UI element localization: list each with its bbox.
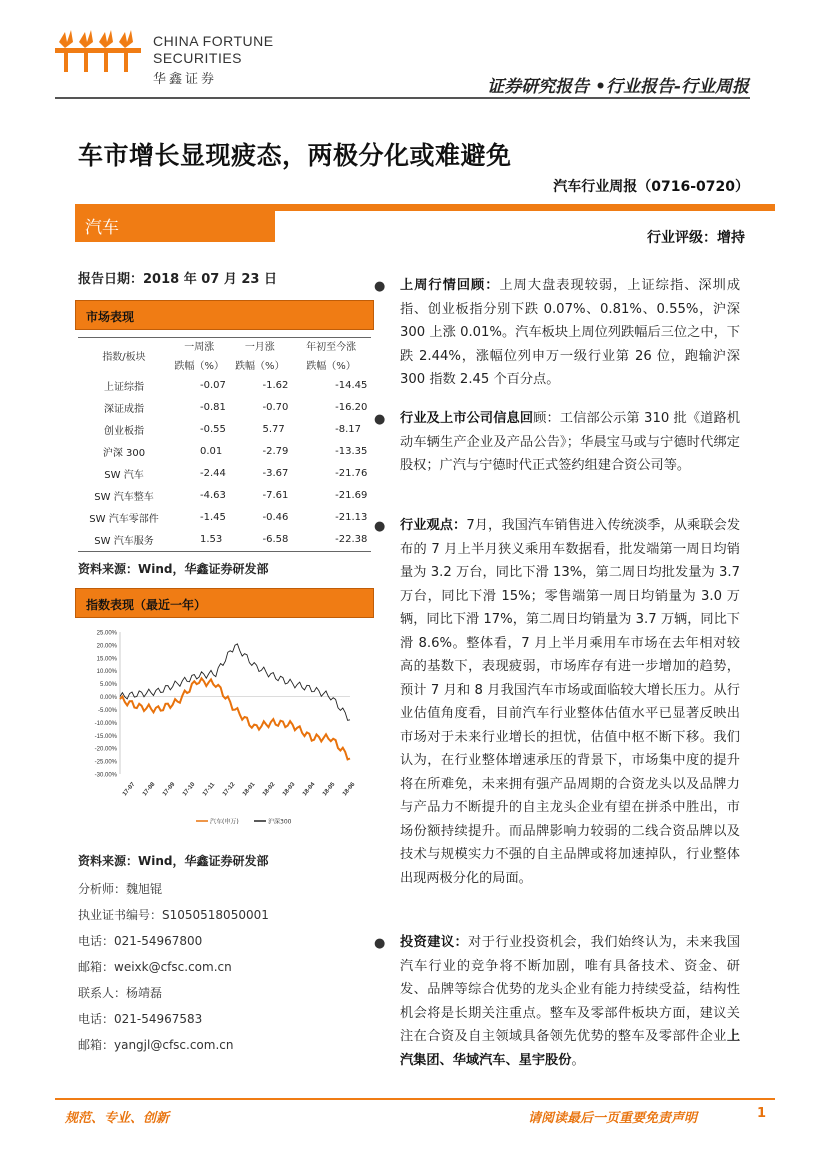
table-row [78, 484, 371, 506]
recommended-stocks: 上汽集团、华域汽车、星宇股份 [400, 1029, 740, 1068]
month-value: -7.61 [262, 489, 289, 501]
x-tick-label: 17-08 [141, 781, 157, 798]
table-row [78, 462, 371, 484]
ytd-value: -21.69 [335, 489, 368, 501]
y-tick-label: 20.00% [96, 643, 117, 650]
row-label: 上证综指 [104, 381, 144, 393]
series-line-auto [120, 678, 350, 759]
market-table [78, 336, 371, 550]
month-value: 5.77 [262, 423, 285, 435]
paragraph-text: 对于行业投资机会，我们始终认为，未来我国汽车行业的竞争将不断加剧，唯有具备技术、资金、研发、品牌等综合优势的龙头企业有能力持续受益，结构性机会将是长期关注重点。整车及零部件板块方面，建议关注在合资及自主领域具备领先优势的整车及零部件企业 [400, 935, 741, 1044]
report-type: 证券研究报告 •行业报告-行业周报 [487, 77, 749, 97]
table-row [78, 528, 371, 550]
footer-divider [55, 1098, 775, 1100]
footer-slogan: 规范、专业、创新 [65, 1111, 170, 1126]
header-divider [55, 97, 750, 99]
brand-name-en-line1: CHINA FORTUNE [153, 33, 274, 49]
paragraph-investment-advice [400, 931, 740, 1072]
month-value: -0.70 [262, 401, 289, 413]
col-header-ytd: 年初至今涨 [306, 342, 357, 353]
y-tick-label: 25.00% [96, 630, 117, 637]
table-row [78, 440, 371, 462]
month-value: -0.46 [262, 511, 289, 523]
col-header-week: 一周涨 [184, 342, 215, 353]
paragraph-text: 上周大盘表现较弱，上证综指、深圳成指、创业板指分别下跌 0.07%、0.81%、0.55%，沪深 300 上涨 0.01%。汽车板块上周位列跌幅后三位之中，下跌 2.44%，涨幅位列申万一级行业第 26 位，跑输沪深 300 指数 2.45 个百分点。 [400, 278, 741, 387]
weekly-label: 汽车行业周报（0716-0720） [553, 179, 749, 195]
month-value: -1.62 [262, 379, 289, 391]
paragraph-key: 上周行情回顾： [400, 278, 500, 293]
week-value: 0.01 [200, 445, 223, 457]
row-label: SW 汽车零部件 [89, 513, 159, 525]
contact-phone: 电话：021-54967583 [78, 1012, 203, 1026]
legend-label: 沪深300 [268, 818, 292, 826]
report-title: 车市增长显现疲态，两极分化或难避免 [78, 141, 512, 170]
analyst-phone: 电话：021-54967800 [78, 934, 203, 948]
y-tick-label: -5.00% [97, 707, 117, 714]
index-performance-chart [78, 622, 374, 832]
industry-rating: 行业评级：增持 [647, 230, 745, 246]
index-section-title: 指数表现（最近一年） [86, 598, 207, 612]
y-tick-label: 0.00% [99, 695, 117, 702]
col-header-month: 一月涨 [244, 342, 275, 353]
x-tick-label: 18-06 [341, 781, 357, 798]
row-label: 沪深 300 [102, 447, 146, 459]
ytd-value: -22.38 [335, 533, 368, 545]
y-tick-label: -10.00% [94, 720, 117, 727]
paragraph-key: 行业观点： [400, 518, 467, 533]
y-tick-label: 10.00% [96, 669, 117, 676]
week-value: -0.81 [200, 401, 226, 413]
chart-source: 资料来源：Wind，华鑫证券研发部 [78, 854, 269, 868]
x-tick-label: 17-09 [161, 781, 177, 798]
x-tick-label: 17-11 [201, 781, 217, 798]
table-row [78, 506, 371, 528]
analyst-name: 分析师：魏旭锟 [78, 882, 163, 896]
bullet-icon: ● [374, 936, 386, 951]
ytd-value: -13.35 [335, 445, 368, 457]
report-date: 报告日期：2018 年 07 月 23 日 [78, 272, 277, 287]
week-value: -0.55 [200, 423, 226, 435]
y-tick-label: -30.00% [94, 772, 117, 779]
paragraph-industry-view [400, 514, 740, 890]
row-label: 深证成指 [104, 403, 144, 415]
table-row [78, 374, 371, 396]
table-source: 资料来源：Wind，华鑫证券研发部 [78, 562, 269, 576]
col-subheader-ytd: 跌幅（%） [306, 361, 356, 372]
paragraph-key: 行业及上市公司信息回 [400, 411, 534, 426]
row-label: SW 汽车整车 [94, 491, 154, 503]
paragraph-text: 顾：工信部公示第 310 批《道路机动车辆生产企业及产品公告》；华晨宝马或与宁德时代绑定股权；广汽与宁德时代正式签约组建合资公司等。 [400, 411, 741, 473]
contact-email[interactable]: 邮箱：yangjl@cfsc.com.cn [78, 1038, 234, 1052]
analyst-email[interactable]: 邮箱：weixk@cfsc.com.cn [78, 960, 232, 974]
y-tick-label: -25.00% [94, 759, 117, 766]
paragraph-end: 。 [571, 1052, 585, 1068]
sector-name: 汽车 [85, 218, 119, 238]
index-section-header [75, 588, 374, 618]
ytd-value: -14.45 [335, 379, 368, 391]
paragraph-key: 投资建议： [400, 935, 469, 950]
month-value: -6.58 [262, 533, 289, 545]
y-tick-label: -15.00% [94, 733, 117, 740]
col-header-index: 指数/板块 [102, 351, 146, 363]
analyst-license: 执业证书编号：S1050518050001 [78, 908, 269, 922]
week-value: 1.53 [200, 533, 223, 545]
row-label: SW 汽车服务 [94, 535, 154, 547]
month-value: -2.79 [262, 445, 289, 457]
col-subheader-week: 跌幅（%） [174, 361, 224, 372]
x-tick-label: 18-02 [261, 781, 277, 798]
ytd-value: -8.17 [335, 423, 362, 435]
brand-name-cn: 华鑫证券 [153, 72, 218, 87]
x-tick-label: 18-01 [241, 781, 257, 798]
company-logo [55, 28, 145, 74]
week-value: -2.44 [200, 467, 226, 479]
brand-name-en-line2: SECURITIES [153, 50, 243, 66]
week-value: -1.45 [200, 511, 226, 523]
y-tick-label: 15.00% [96, 656, 117, 663]
ytd-value: -16.20 [335, 401, 368, 413]
paragraph-market-review [400, 274, 740, 392]
x-tick-label: 17-07 [121, 781, 137, 798]
footer-disclaimer-notice: 请阅读最后一页重要免责声明 [528, 1111, 698, 1126]
x-tick-label: 17-10 [181, 781, 197, 798]
row-label: SW 汽车 [104, 469, 144, 481]
page-number: 1 [757, 1106, 767, 1121]
x-tick-label: 18-03 [281, 781, 297, 798]
x-tick-label: 18-04 [301, 781, 317, 798]
bullet-icon: ● [374, 519, 386, 534]
table-row [78, 396, 371, 418]
table-body [78, 374, 371, 550]
contact-name: 联系人：杨靖磊 [78, 986, 163, 1000]
table-bottom-rule [78, 551, 371, 552]
market-section-title: 市场表现 [86, 310, 135, 324]
row-label: 创业板指 [104, 425, 144, 437]
ytd-value: -21.76 [335, 467, 368, 479]
bullet-icon: ● [374, 279, 386, 294]
market-section-header [75, 300, 374, 330]
col-subheader-month: 跌幅（%） [235, 361, 285, 372]
month-value: -3.67 [262, 467, 289, 479]
table-row [78, 418, 371, 440]
x-tick-label: 18-05 [321, 781, 337, 798]
ytd-value: -21.13 [335, 511, 368, 523]
week-value: -0.07 [200, 379, 226, 391]
y-tick-label: 5.00% [99, 682, 117, 689]
x-tick-label: 17-12 [221, 781, 237, 798]
paragraph-text: 7月，我国汽车销售进入传统淡季，从乘联会发布的 7 月上半月狭义乘用车数据看，批发端第一周日均销量为 3.2 万台，同比下滑 13%，第二周日均批发量为 3.7 万台，同比下滑 15%；零售端第一周日均销量为 3.0 万辆，同比下滑 17%，第二周日均销量为 3.7 万辆，同比下滑 8.6%。整体看，7 月上半月乘用车市场在去年相对较高的基数下，表现疲弱，市场库存有进一步增加的趋势，预计 7 月和 8 月我国汽车市场或面临较大增长压力。从行业估值角度看，目前汽车行业整体估值水平已显著反映出市场对于未来行业增长的担忧，估值中枢不断下移。我们认为，在行业整体增速承压的背景下，市场集中度的提升将在所难免，未来拥有强产品周期的合资龙头以及品牌力与产品力不断提升的自主龙头企业有望在拼杀中胜出，市场份额持续提升。而品牌影响力较弱的二线合资品牌以及技术与规模实力不强的自主品牌或将加速掉队，行业整体出现两极分化的局面。 [400, 518, 741, 886]
week-value: -4.63 [200, 489, 226, 501]
table-header-row [78, 336, 371, 355]
paragraph-company-news [400, 407, 740, 478]
legend-label: 汽车(申万) [210, 818, 239, 826]
y-tick-label: -20.00% [94, 746, 117, 753]
bullet-icon: ● [374, 412, 386, 427]
